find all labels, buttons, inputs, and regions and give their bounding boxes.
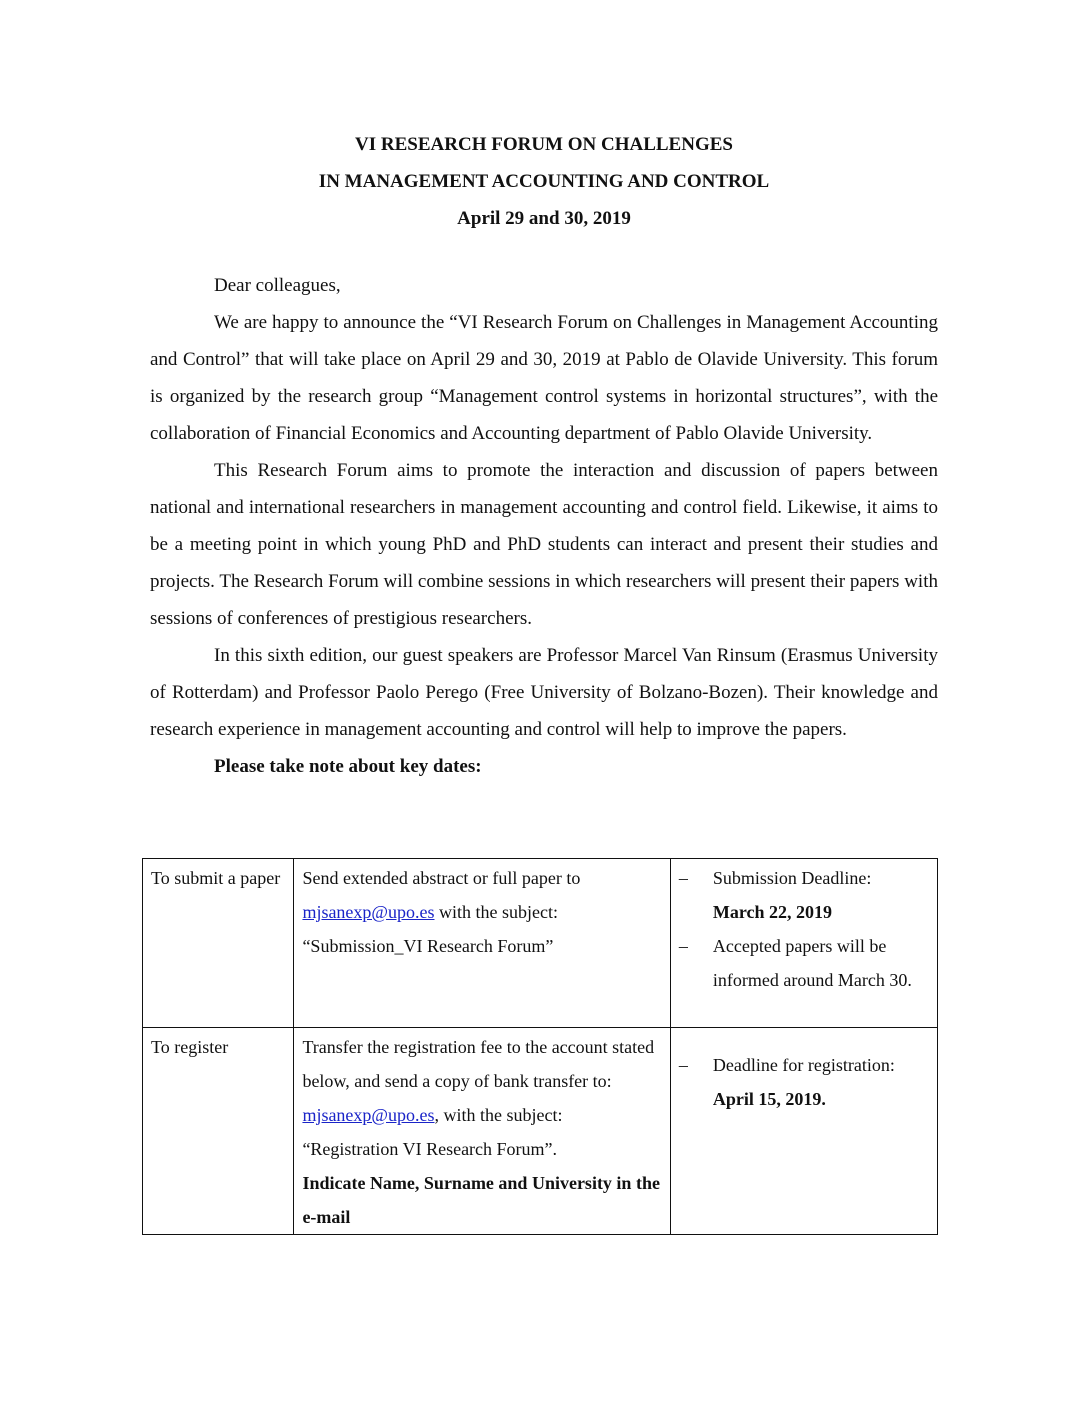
table-row [143, 1028, 938, 1235]
deadline-label: Deadline for registration: [712, 1055, 895, 1075]
description-text: Send extended abstract or full paper to [302, 868, 581, 888]
row-deadlines [670, 859, 937, 1028]
row-action: To register [143, 1028, 294, 1235]
greeting: Dear colleagues, [214, 275, 341, 296]
paragraph-speakers: In this sixth edition, our guest speakers are Professor Marcel Van Rinsum (Erasmus University of Rotterdam) and Professor Paolo Perego (Free University of Bolzano-Bozen). Their knowledge and research experience in management accounting and control will help to improve the papers. [150, 645, 938, 740]
row-description [294, 859, 670, 1028]
forum-heading [150, 126, 938, 237]
description-text: Transfer the registration fee to the account stated below, and send a copy of bank transfer to: [302, 1037, 655, 1091]
email-link[interactable]: mjsanexp@upo.es [302, 902, 435, 922]
row-description [294, 1028, 670, 1235]
dash-bullet: – [678, 936, 688, 956]
heading-date: April 29 and 30, 2019 [457, 208, 631, 229]
deadline-item [679, 1048, 929, 1116]
row-action: To submit a paper [143, 859, 294, 1028]
paragraph-announcement: We are happy to announce the “VI Research Forum on Challenges in Management Accounting and Control” that will take place on April 29 and 30, 2019 at Pablo de Olavide University. This forum is organized by the research group “Management control systems in horizontal structures”, with the collaboration of Financial Economics and Accounting department of Pablo Olavide University. [150, 312, 938, 444]
description-text: with the subject: “Submission_VI Research Forum” [302, 902, 558, 956]
key-dates-heading: Please take note about key dates: [214, 756, 482, 777]
description-text: , with the subject: “Registration VI Research Forum”. [302, 1105, 563, 1159]
deadline-list [679, 1048, 929, 1116]
heading-line-2: IN MANAGEMENT ACCOUNTING AND CONTROL [318, 171, 770, 192]
deadline-list [679, 861, 929, 997]
description-emphasis: Indicate Name, Surname and University in the e-mail [302, 1173, 660, 1227]
paragraph-aims: This Research Forum aims to promote the interaction and discussion of papers between national and international researchers in management accounting and control field. Likewise, it aims to be a meeting point in which young PhD and PhD students can interact and present their studies and projects. The Research Forum will combine sessions in which researchers will present their papers with sessions of conferences of prestigious researchers. [150, 460, 938, 629]
key-dates-table [142, 858, 938, 1235]
deadline-label: Submission Deadline: [712, 868, 872, 888]
row-deadlines [670, 1028, 937, 1235]
dash-bullet: – [678, 868, 688, 888]
deadline-date: March 22, 2019 [712, 902, 833, 922]
email-link[interactable]: mjsanexp@upo.es [302, 1105, 435, 1125]
deadline-item [679, 861, 929, 929]
deadline-item [679, 929, 929, 997]
heading-line-1: VI RESEARCH FORUM ON CHALLENGES [355, 134, 733, 155]
deadline-date: April 15, 2019. [712, 1089, 826, 1109]
table-row [143, 859, 938, 1028]
dash-bullet: – [678, 1055, 688, 1075]
deadline-note: Accepted papers will be informed around March 30. [712, 936, 912, 990]
letter-body [150, 267, 938, 785]
